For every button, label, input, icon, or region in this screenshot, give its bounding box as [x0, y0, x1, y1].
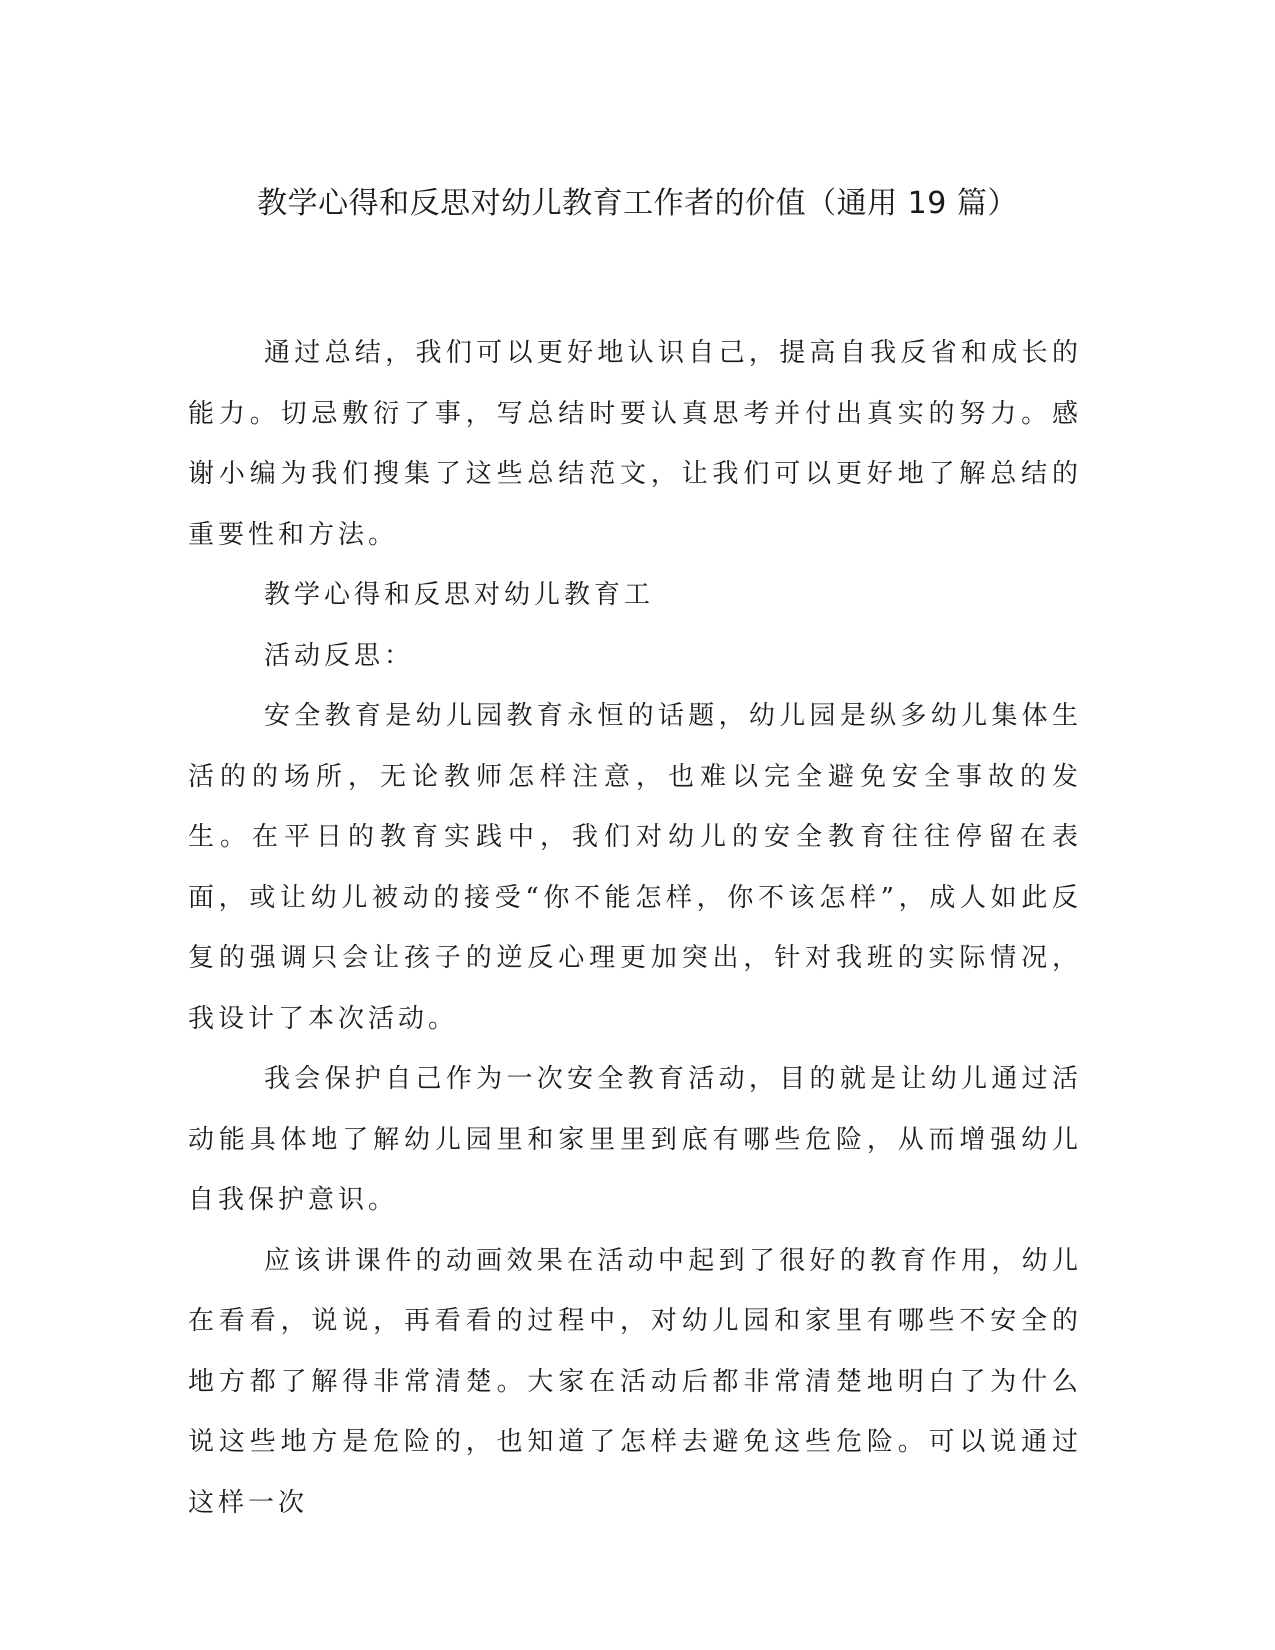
paragraph-subtitle: 教学心得和反思对幼儿教育工 [264, 580, 655, 610]
paragraph-safety-education: 安全教育是幼儿园教育永恒的话题，幼儿园是纵多幼儿集体生活的的场所，无论教师怎样注意，也难以完全避免安全事故的发生。在平日的教育实践中，我们对幼儿的安全教育往往停留在表面，或让幼儿被动的接受“你不能怎样，你不该怎样”，成人如此反复的强调只会让孩子的逆反心理更加突出，针对我班的实际情况，我设计了本次活动。 [188, 701, 1082, 1034]
document-body [188, 323, 1082, 1533]
paragraph-self-protection: 我会保护自己作为一次安全教育活动，目的就是让幼儿通过活动能具体地了解幼儿园里和家里里到底有哪些危险，从而增强幼儿自我保护意识。 [188, 1064, 1082, 1215]
document-title: 教学心得和反思对幼儿教育工作者的价值（通用 19 篇） [257, 186, 1018, 221]
paragraph-intro: 通过总结，我们可以更好地认识自己，提高自我反省和成长的能力。切忌敷衍了事，写总结时要认真思考并付出真实的努力。感谢小编为我们搜集了这些总结范文，让我们可以更好地了解总结的重要性和方法。 [188, 338, 1082, 550]
paragraph-heading-reflection: 活动反思： [264, 640, 415, 671]
paragraph-courseware: 应该讲课件的动画效果在活动中起到了很好的教育作用，幼儿在看看，说说，再看看的过程中，对幼儿园和家里有哪些不安全的地方都了解得非常清楚。大家在活动后都非常清楚地明白了为什么说这些地方是危险的，也知道了怎样去避免这些危险。可以说通过这样一次 [188, 1245, 1082, 1518]
